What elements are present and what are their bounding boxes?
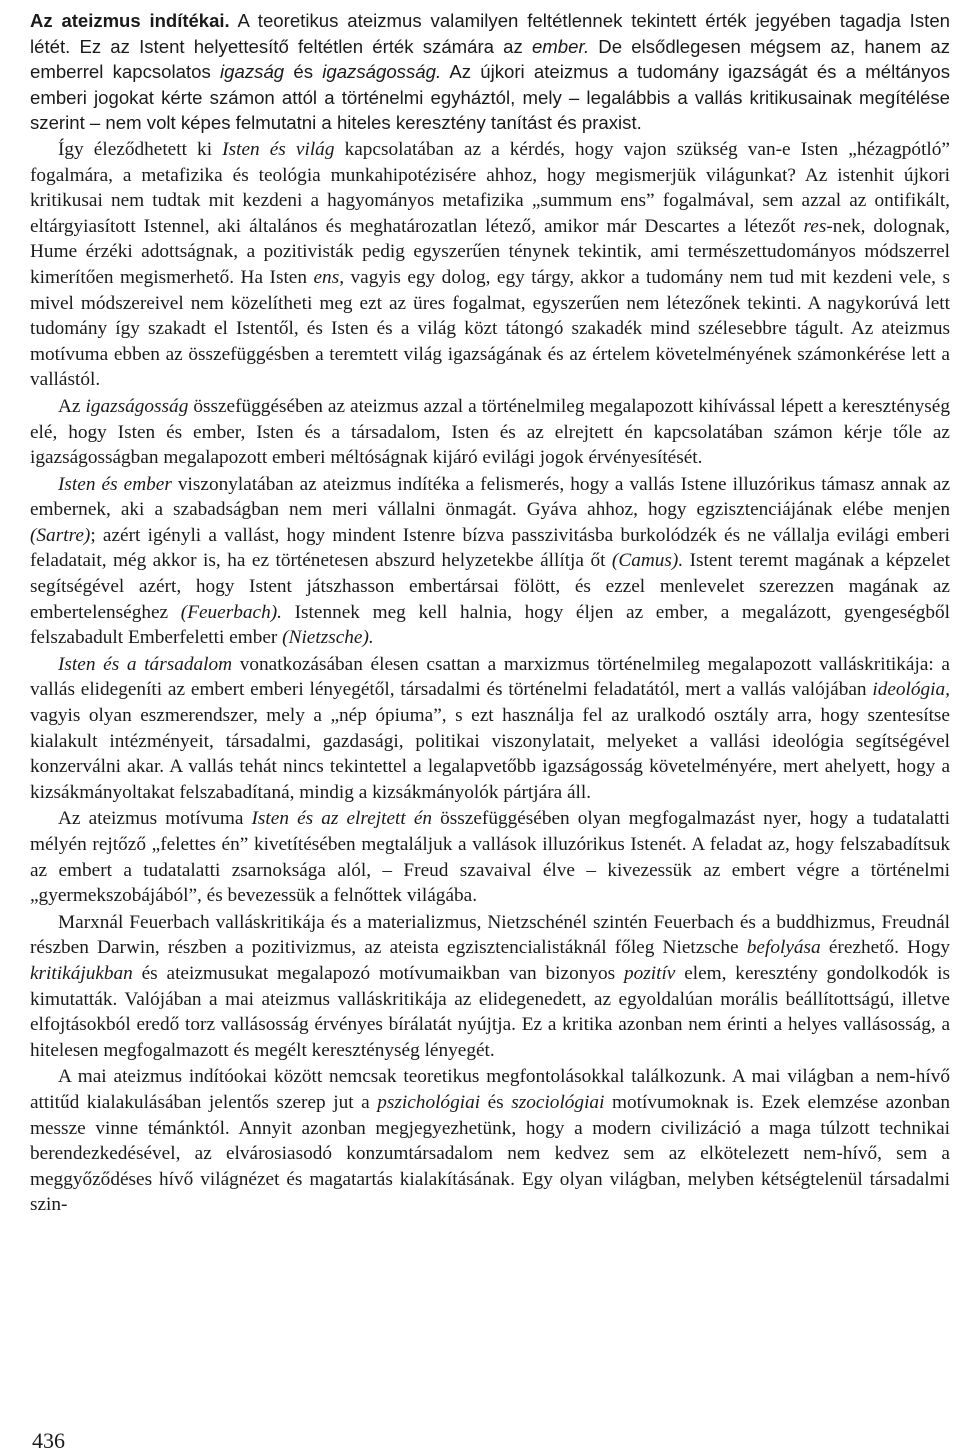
italic-term: ember.: [531, 35, 590, 57]
text-run: és ateizmusukat megalapozó motívumaikban van bizonyos: [132, 962, 624, 984]
paragraph-p6: [30, 806, 950, 908]
text-run: -nek, dolognak, Hume érzéki adottságnak, a pozitivisták pedig egyszerűen ténynek tekintik, ami természettudományos módszerrel kimerítően megismerhető. Ha Isten: [30, 215, 950, 288]
text-run: vonatkozásában élesen csattan a marxizmus történelmileg megalapozott valláskritikája: a vallás elidegeníti az embert emberi lényegétől, társadalmi és történelmi feladatától, mert a vallás valójában: [30, 653, 950, 701]
text-run: motívumoknak is. Ezek elemzése azonban messze vinne témánktól. Annyit azonban megjegyezhetünk, hogy a modern civilizáció a maga túlzott technikai berendezkedésével, az elvárosiasodó konzumtársadalom nem kedvez sem az elkötelezett nem-hívő, sem a meggyőződéses hívő világnézet és magatartás kialakításának. Egy olyan világban, melyben kétségtelenül társadalmi szin-: [30, 1091, 951, 1216]
paragraph-p5: [30, 652, 950, 806]
italic-term: (Sartre): [30, 524, 91, 546]
text-run: összefüggésében az ateizmus azzal a történelmileg megalapozott kihívással lépett a kereszténység elé, hogy Isten és ember, Isten és a társadalom, Isten és az elrejtett én kapcsolatában számon kérje tőle az igazságosságban megalapozott emberi méltóságnak kijáró evilági jogok érvényesítését.: [30, 395, 950, 469]
italic-term: igazság: [220, 61, 285, 83]
italic-term: befolyása: [746, 937, 821, 959]
text-run: vagyis olyan eszmerendszer, mely a „nép ópiuma”, s ezt használja fel az uralkodó osztály arra, hogy szentesítse kialakult intézményeit, társadalmi, gazdasági, politikai viszonylatait, melyeket a vallási ideológia segítségével konzerválni akar. A vallás tehát nincs tekintettel a legalapvetőbb igazságosság követelményére, mert ahelyett, hogy a kizsákmányoltakat felszabadítaná, mindig a kizsákmányolók pártjára áll.: [30, 705, 950, 803]
page-content: [30, 8, 950, 1218]
italic-term: igazságosság.: [322, 61, 442, 83]
italic-term: Isten és az elrejtett én: [251, 808, 433, 830]
paragraph-p2: [30, 137, 950, 393]
text-run: A mai ateizmus indítóokai között nemcsak teoretikus megfontolásokkal találkozunk. A mai világban a nem-hívő attitűd kialakulásában jelentős szerep jut a: [30, 1066, 950, 1113]
italic-term: szociológiai: [511, 1091, 605, 1113]
italic-term: kritikájukban: [30, 962, 133, 984]
text-run: ; azért igényli a vallást, hogy mindent Istenre bízva passzivitásba burkolódzék és ne vállalja evilági emberi feladatait, még akkor is, ha ez történetesen abszurd helyzetekbe állítja őt: [30, 524, 950, 572]
text-run: Istent teremt magának a képzelet segítségével azért, hogy Istent játszhasson embertársai fölött, és ezzel menlevelet szerezzen magának az embertelenséghez: [30, 550, 950, 623]
italic-term: (Nietzsche).: [282, 627, 374, 649]
text-run: Az újkori ateizmus a tudomány igazságát és a méltányos emberi jogokat kérte számon attól a történelmi egyháztól, mely – legalábbis a vallás kritikusainak megítélése szerint – nem volt képes felmutatni a hiteles keresztény tanítást és praxist.: [30, 61, 950, 134]
text-run: Marxnál Feuerbach valláskritikája és a materializmus, Nietzschénél szintén Feuerbach és a buddhizmus, Freudnál részben Darwin, részben a pozitivizmus, az ateista egzisztencialistáknál főleg Nietzsche: [30, 911, 950, 959]
text-run: és: [284, 61, 323, 83]
text-run: összefüggésében olyan megfogalmazást nyer, hogy a tudatalatti mélyén rejtőző „felettes én” kivetítésében megtaláljuk a vallások illuzórikus Istenét. A feladat az, hogy felszabadítsuk az embert a tudatalatti zsarnoksága alól, – Freud szavaival élve – kivezessük az embert végre a történelmi „gyermekszobájából”, és bevezessük a felnőttek világába.: [30, 808, 950, 907]
paragraph-p1: [30, 8, 950, 136]
paragraph-p8: [30, 1064, 950, 1218]
text-run: Az: [58, 395, 86, 417]
text-run: De elsődlegesen mégsem az, hanem az emberrel kapcsolatos: [30, 35, 950, 83]
italic-term: igazságosság: [85, 395, 189, 417]
italic-term: pozitív: [623, 962, 676, 984]
section-heading: Az ateizmus indítékai.: [30, 10, 230, 31]
italic-term: Isten és világ: [222, 138, 335, 160]
text-run: elem, keresztény gondolkodók is kimutatták. Valójában a mai ateizmus valláskritikája az elidegenedett, az egyoldalúan morális beállítottságú, illetve elfojtásokból eredő torz vallásosság érvényes bírálatát nyújtja. Ez a kritika azonban nem érinti a helyes vallásosság, a hitelesen megfogalmazott és megélt kereszténység lényegét.: [30, 962, 950, 1061]
italic-term: ens,: [313, 266, 345, 288]
italic-term: (Camus).: [611, 550, 684, 572]
text-run: érezhető. Hogy: [820, 937, 950, 959]
text-run: Így éleződhetett ki: [58, 138, 223, 160]
text-run: vagyis egy dolog, egy tárgy, akkor a tudomány nem tud mit kezdeni vele, s mivel módszereivel nem közelítheti meg ezt az üres fogalmat, egyszerűen nem létezőnek tekinti. A nagykorúvá lett tudomány így szakadt el Istentől, és Isten és a világ közt tátongó szakadék mind szélesebbre tágult. Az ateizmus motívuma ebben az összefüggésben a teremtett világ igazságának és az értelem követelményének számonkérése lett a vallástól.: [30, 266, 950, 391]
text-run: A teoretikus ateizmus valamilyen feltétlennek tekintett érték jegyében tagadja Isten létét. Ez az Istent helyettesítő feltétlen érték számára az: [30, 10, 950, 57]
text-run: kapcsolatában az a kérdés, hogy vajon szükség van-e Isten „hézagpótló” fogalmára, a metafizika és teológia munkahipotézisére ahhoz, hogy megismerjük világunkat? Az istenhit újkori kritikusai nem tudtak mit kezdeni a hagyományos metafizika „summum ens” fogalmával, sem azzal az ontifikált, eltárgyiasított Istennel, aki általános és meghatározatlan létező, amikor már Descartes a létezőt: [30, 138, 950, 237]
italic-term: pszichológiai: [377, 1091, 481, 1113]
italic-term: ideológia,: [872, 679, 950, 701]
italic-term: Isten és a társadalom: [58, 653, 233, 675]
paragraph-p3: [30, 394, 950, 471]
text-run: Istennek meg kell halnia, hogy éljen az ember, a megalázott, gyengeségből felszabadult Emberfeletti ember: [30, 601, 950, 649]
paragraph-p7: [30, 910, 950, 1064]
italic-term: (Feuerbach).: [180, 601, 282, 623]
text-run: és: [480, 1091, 512, 1113]
paragraph-p4: [30, 472, 950, 651]
page-number: 436: [32, 1428, 65, 1453]
italic-term: res: [803, 215, 827, 237]
text-run: Az ateizmus motívuma: [58, 808, 252, 830]
italic-term: Isten és ember: [58, 473, 172, 495]
text-run: viszonylatában az ateizmus indítéka a felismerés, hogy a vallás Istene illuzórikus támasz annak az embernek, aki a szabadságban nem meri vállalni önmagát. Gyáva ahhoz, hogy egzisztenciájának elébe menjen: [30, 473, 950, 521]
